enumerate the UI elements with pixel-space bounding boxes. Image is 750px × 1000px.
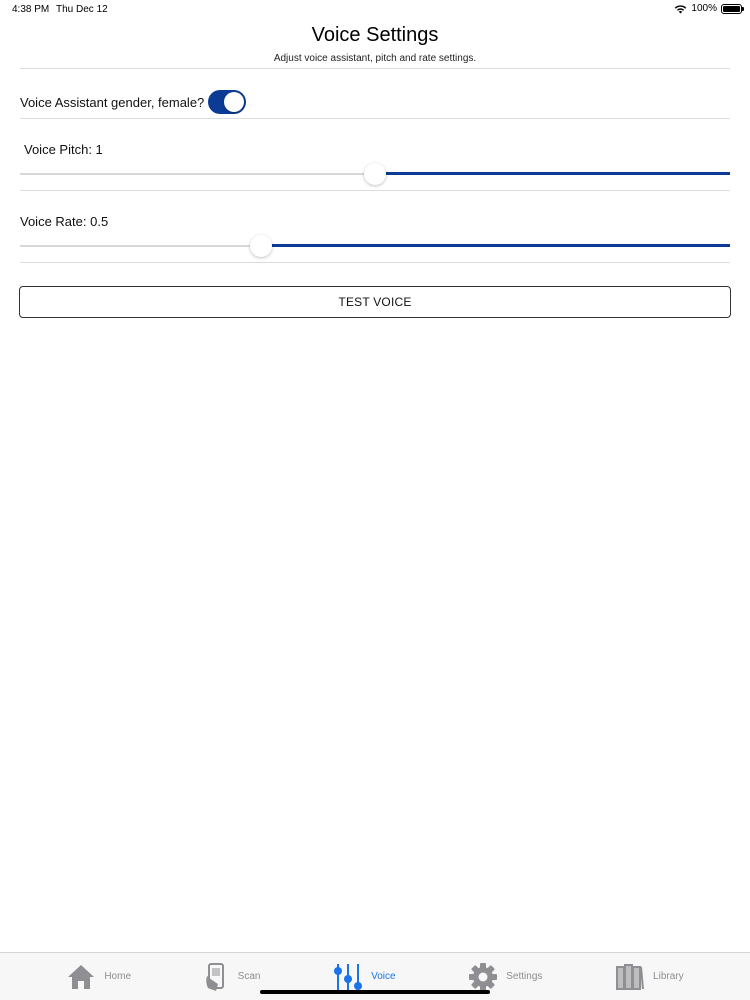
page-title: Voice Settings	[311, 24, 439, 46]
tab-scan[interactable]	[204, 962, 261, 992]
divider	[20, 262, 730, 263]
status-date: Thu Dec 12	[56, 4, 108, 15]
books-icon	[615, 962, 645, 992]
wifi-icon	[674, 4, 687, 14]
scan-icon	[204, 962, 230, 992]
tab-label: Library	[653, 971, 684, 982]
tab-label: Home	[104, 971, 132, 982]
page-subtitle: Adjust voice assistant, pitch and rate settings.	[273, 53, 477, 64]
sliders-icon	[333, 962, 363, 992]
divider	[20, 190, 730, 191]
battery-icon	[721, 4, 742, 14]
tab-label: Settings	[506, 971, 543, 982]
tab-label: Voice	[371, 971, 396, 982]
gender-toggle-switch[interactable]	[208, 90, 246, 114]
divider	[20, 118, 730, 119]
battery-percent: 100%	[691, 3, 717, 14]
tab-home[interactable]	[66, 963, 131, 991]
rate-track-max	[261, 244, 730, 247]
rate-track-min	[20, 245, 261, 247]
divider	[20, 68, 730, 69]
status-time: 4:38 PM	[12, 4, 50, 15]
pitch-track-max	[375, 172, 730, 175]
rate-label: Voice Rate: 0.5	[20, 214, 109, 229]
page-header	[0, 24, 750, 64]
tab-voice[interactable]	[333, 962, 395, 992]
rate-slider-thumb[interactable]	[250, 235, 272, 257]
rate-slider[interactable]	[20, 234, 730, 258]
gender-toggle-label: Voice Assistant gender, female?	[20, 94, 205, 110]
home-indicator	[260, 990, 490, 994]
test-voice-button[interactable]: TEST VOICE	[19, 286, 731, 318]
tab-library[interactable]	[615, 962, 684, 992]
pitch-slider-thumb[interactable]	[364, 163, 386, 185]
gear-icon	[468, 962, 498, 992]
pitch-track-min	[20, 173, 375, 175]
tab-settings[interactable]	[468, 962, 542, 992]
home-icon	[66, 963, 96, 991]
status-bar	[0, 0, 750, 18]
toggle-knob	[224, 92, 244, 112]
pitch-label: Voice Pitch: 1	[24, 142, 103, 157]
pitch-slider[interactable]	[20, 162, 730, 186]
status-right	[674, 3, 742, 14]
gender-toggle-row	[20, 90, 246, 114]
tab-label: Scan	[237, 971, 261, 982]
